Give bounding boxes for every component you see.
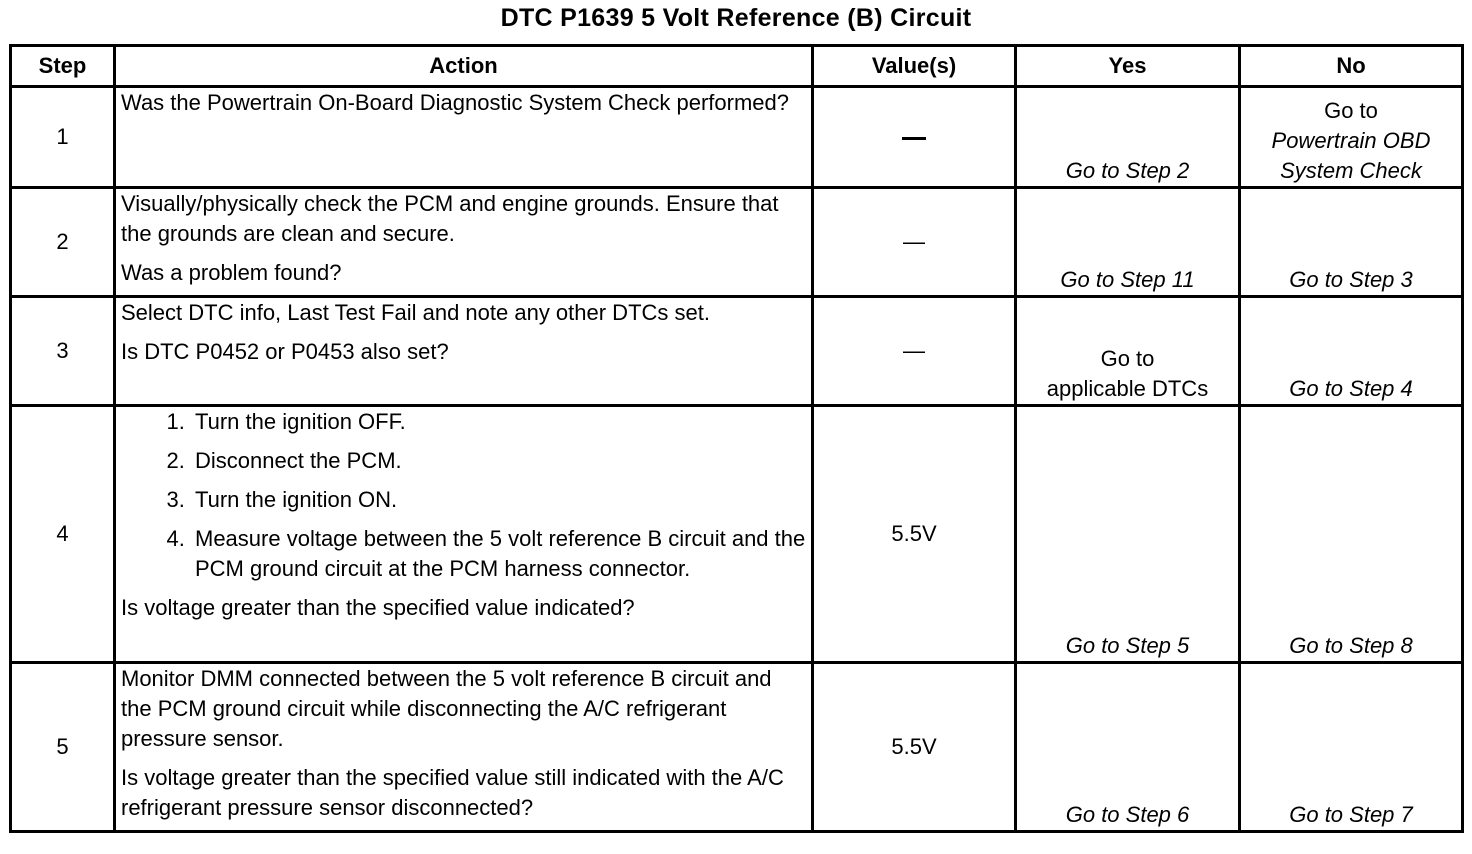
action-cell bbox=[115, 297, 813, 406]
no-cell: Go to Step 4 bbox=[1240, 297, 1463, 406]
step-number: 2 bbox=[11, 188, 115, 297]
column-header-no: No bbox=[1240, 46, 1463, 87]
yes-cell: Go to Step 5 bbox=[1016, 406, 1240, 663]
action-text: Select DTC info, Last Test Fail and note any other DTCs set. bbox=[121, 300, 710, 325]
yes-text-line: applicable DTCs bbox=[1046, 376, 1209, 401]
sub-step: 1. Turn the ignition OFF. bbox=[191, 407, 806, 437]
value-cell: — bbox=[813, 188, 1016, 297]
action-question: Is voltage greater than the specified value indicated? bbox=[121, 595, 635, 620]
action-cell bbox=[115, 188, 813, 297]
no-cell bbox=[1240, 87, 1463, 188]
action-text: Visually/physically check the PCM and engine grounds. Ensure that the grounds are clean and secure. bbox=[121, 191, 779, 246]
value-cell: 5.5V bbox=[813, 406, 1016, 663]
action-question: Was a problem found? bbox=[121, 260, 342, 285]
action-cell bbox=[115, 406, 813, 663]
sub-step: 4. Measure voltage between the 5 volt reference B circuit and the PCM ground circuit at the PCM harness connector. bbox=[191, 524, 806, 584]
step-number: 3 bbox=[11, 297, 115, 406]
step-number: 4 bbox=[11, 406, 115, 663]
sub-step: 2. Disconnect the PCM. bbox=[191, 446, 806, 476]
table-row bbox=[11, 87, 1463, 188]
action-cell bbox=[115, 663, 813, 832]
diagnostic-table bbox=[9, 44, 1464, 833]
no-text-line: System Check bbox=[1280, 158, 1422, 183]
yes-cell: Go to Step 11 bbox=[1016, 188, 1240, 297]
action-text: Was the Powertrain On-Board Diagnostic System Check performed? bbox=[121, 90, 790, 115]
dash-mark bbox=[902, 137, 926, 140]
no-cell: Go to Step 8 bbox=[1240, 406, 1463, 663]
table-row bbox=[11, 297, 1463, 406]
value-cell: — bbox=[813, 297, 1016, 406]
column-header-values: Value(s) bbox=[813, 46, 1016, 87]
table-row bbox=[11, 188, 1463, 297]
step-number: 1 bbox=[11, 87, 115, 188]
action-question: Is DTC P0452 or P0453 also set? bbox=[121, 339, 449, 364]
table-header-row bbox=[11, 46, 1463, 87]
action-text: Monitor DMM connected between the 5 volt reference B circuit and the PCM ground circuit while disconnecting the A/C refrigerant pressure sensor. bbox=[121, 666, 772, 751]
sub-step: 3. Turn the ignition ON. bbox=[191, 485, 806, 515]
value-cell: 5.5V bbox=[813, 663, 1016, 832]
no-text-line: Powertrain OBD bbox=[1271, 128, 1431, 153]
yes-cell bbox=[1016, 297, 1240, 406]
action-cell bbox=[115, 87, 813, 188]
sub-step-list bbox=[121, 407, 806, 584]
yes-cell: Go to Step 6 bbox=[1016, 663, 1240, 832]
column-header-yes: Yes bbox=[1016, 46, 1240, 87]
no-cell: Go to Step 3 bbox=[1240, 188, 1463, 297]
value-cell bbox=[813, 87, 1016, 188]
yes-text-line: Go to bbox=[1100, 346, 1155, 371]
no-text-line: Go to bbox=[1324, 98, 1378, 123]
page-title: DTC P1639 5 Volt Reference (B) Circuit bbox=[500, 4, 972, 32]
action-question: Is voltage greater than the specified value still indicated with the A/C refrigerant pressure sensor disconnected? bbox=[121, 765, 784, 820]
yes-cell: Go to Step 2 bbox=[1016, 87, 1240, 188]
column-header-action: Action bbox=[115, 46, 813, 87]
table-row bbox=[11, 406, 1463, 663]
no-cell: Go to Step 7 bbox=[1240, 663, 1463, 832]
step-number: 5 bbox=[11, 663, 115, 832]
table-row bbox=[11, 663, 1463, 832]
column-header-step: Step bbox=[11, 46, 115, 87]
